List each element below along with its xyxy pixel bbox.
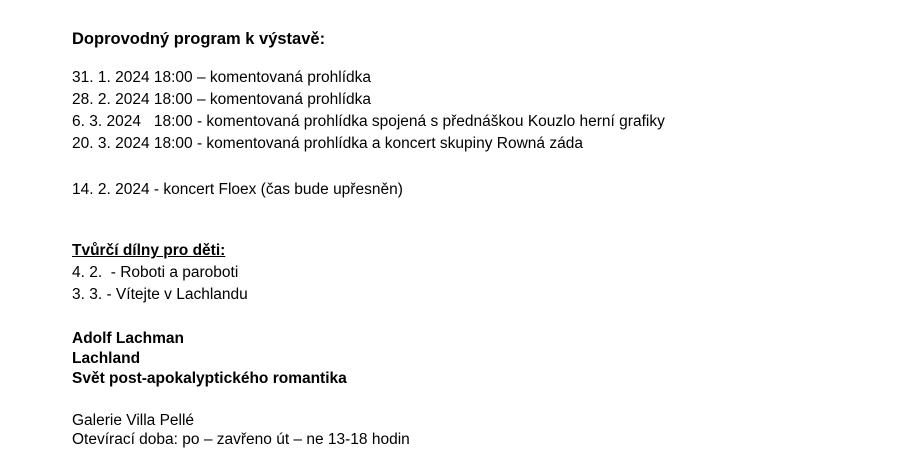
workshops-heading: Tvůrčí dílny pro děti: [72,242,226,259]
program-event: 6. 3. 2024 18:00 - komentovaná prohlídka spojená s přednáškou Kouzlo herní grafiky [72,113,665,130]
workshop-item: 4. 2. - Roboti a paroboti [72,264,239,281]
opening-hours: Otevírací doba: po – zavřeno út – ne 13-18 hodin [72,431,410,448]
exhibition-subtitle: Svět post-apokalyptického romantika [72,370,347,387]
exhibition-title: Lachland [72,350,141,367]
program-event: 31. 1. 2024 18:00 – komentovaná prohlídka [72,69,372,86]
workshop-item: 3. 3. - Vítejte v Lachlandu [72,286,248,303]
artist-name: Adolf Lachman [72,330,184,347]
program-heading: Doprovodný program k výstavě: [72,30,326,48]
concert-event: 14. 2. 2024 - koncert Floex (čas bude upřesněn) [72,181,403,198]
program-event: 28. 2. 2024 18:00 – komentovaná prohlídka [72,91,372,108]
program-event: 20. 3. 2024 18:00 - komentovaná prohlídka a koncert skupiny Rowná záda [72,135,583,152]
venue-name: Galerie Villa Pellé [72,412,195,429]
